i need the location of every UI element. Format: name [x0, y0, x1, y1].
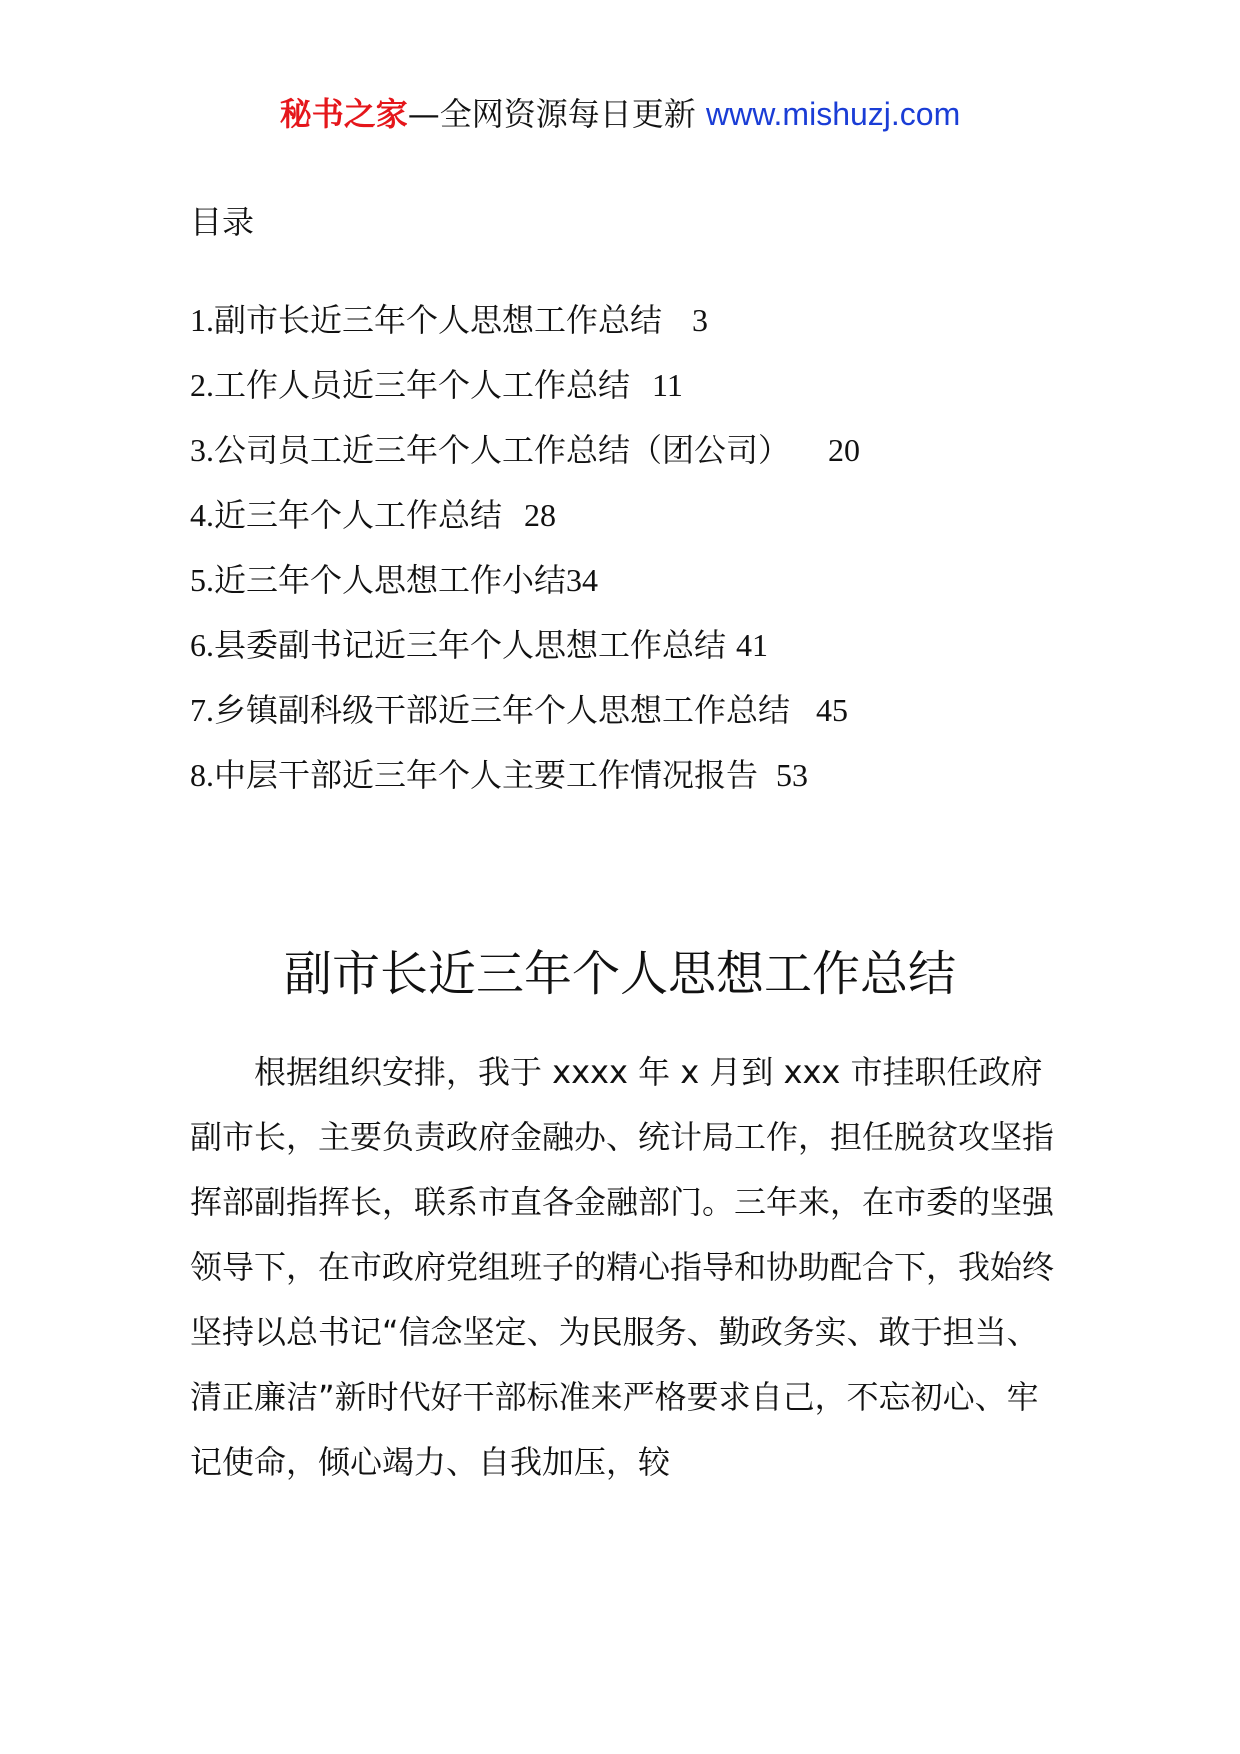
toc-item[interactable] [190, 558, 1090, 623]
toc-item-number: 2. [190, 367, 214, 403]
toc-item-title: 近三年个人工作总结 [214, 496, 503, 534]
toc-item[interactable] [190, 688, 1090, 753]
toc-item-page: 41 [736, 627, 769, 663]
toc-item[interactable] [190, 363, 1090, 428]
toc-item[interactable] [190, 428, 1090, 493]
toc-item[interactable] [190, 753, 1090, 818]
body-paragraph: 根据组织安排，我于 xxxx 年 x 月到 xxx 市挂职任政府副市长，主要负责政府金融办、统计局工作，担任脱贫攻坚指挥部副指挥长，联系市直各金融部门。三年来，在市委的坚强领导下，在市政府党组班子的精心指导和协助配合下，我始终坚持以总书记“信念坚定、为民服务、勤政务实、敢于担当、清正廉洁”新时代好干部标准来严格要求自己，不忘初心、牢记使命，倾心竭力、自我加压，较 [190, 1053, 1055, 1481]
toc-item-page: 3 [692, 302, 709, 338]
toc-item[interactable] [190, 298, 1090, 363]
toc-item-number: 8. [190, 757, 214, 793]
toc-item-page: 28 [524, 497, 557, 533]
toc-item-number: 1. [190, 302, 214, 338]
toc-item-number: 3. [190, 432, 214, 468]
toc-item-page: 11 [652, 367, 683, 403]
toc-item-title: 县委副书记近三年个人思想工作总结 [214, 626, 727, 664]
toc-item-page: 45 [816, 692, 849, 728]
toc-item-title: 公司员工近三年个人工作总结（团公司） [214, 431, 791, 469]
toc-item-title: 副市长近三年个人思想工作总结 [214, 301, 663, 339]
toc-heading: 目录 [190, 203, 255, 241]
website-link[interactable]: www.mishuzj.com [705, 96, 961, 132]
page-header [0, 94, 1240, 134]
toc-item-page: 53 [776, 757, 809, 793]
header-tagline: —全网资源每日更新 [407, 95, 706, 133]
toc-item-page: 20 [828, 432, 861, 468]
toc-item-title: 乡镇副科级干部近三年个人思想工作总结 [214, 691, 791, 729]
document-title: 副市长近三年个人思想工作总结 [283, 946, 956, 1002]
toc-item-page: 34 [566, 562, 599, 598]
toc-item-number: 6. [190, 627, 214, 663]
toc-item[interactable] [190, 623, 1090, 688]
toc-item-title: 近三年个人思想工作小结 [214, 561, 567, 599]
toc-item-title: 工作人员近三年个人工作总结 [214, 366, 631, 404]
table-of-contents [190, 298, 1090, 818]
toc-item[interactable] [190, 493, 1090, 558]
toc-item-number: 5. [190, 562, 214, 598]
toc-item-number: 7. [190, 692, 214, 728]
toc-item-title: 中层干部近三年个人主要工作情况报告 [214, 756, 759, 794]
brand-name: 秘书之家 [279, 95, 408, 133]
toc-item-number: 4. [190, 497, 214, 533]
